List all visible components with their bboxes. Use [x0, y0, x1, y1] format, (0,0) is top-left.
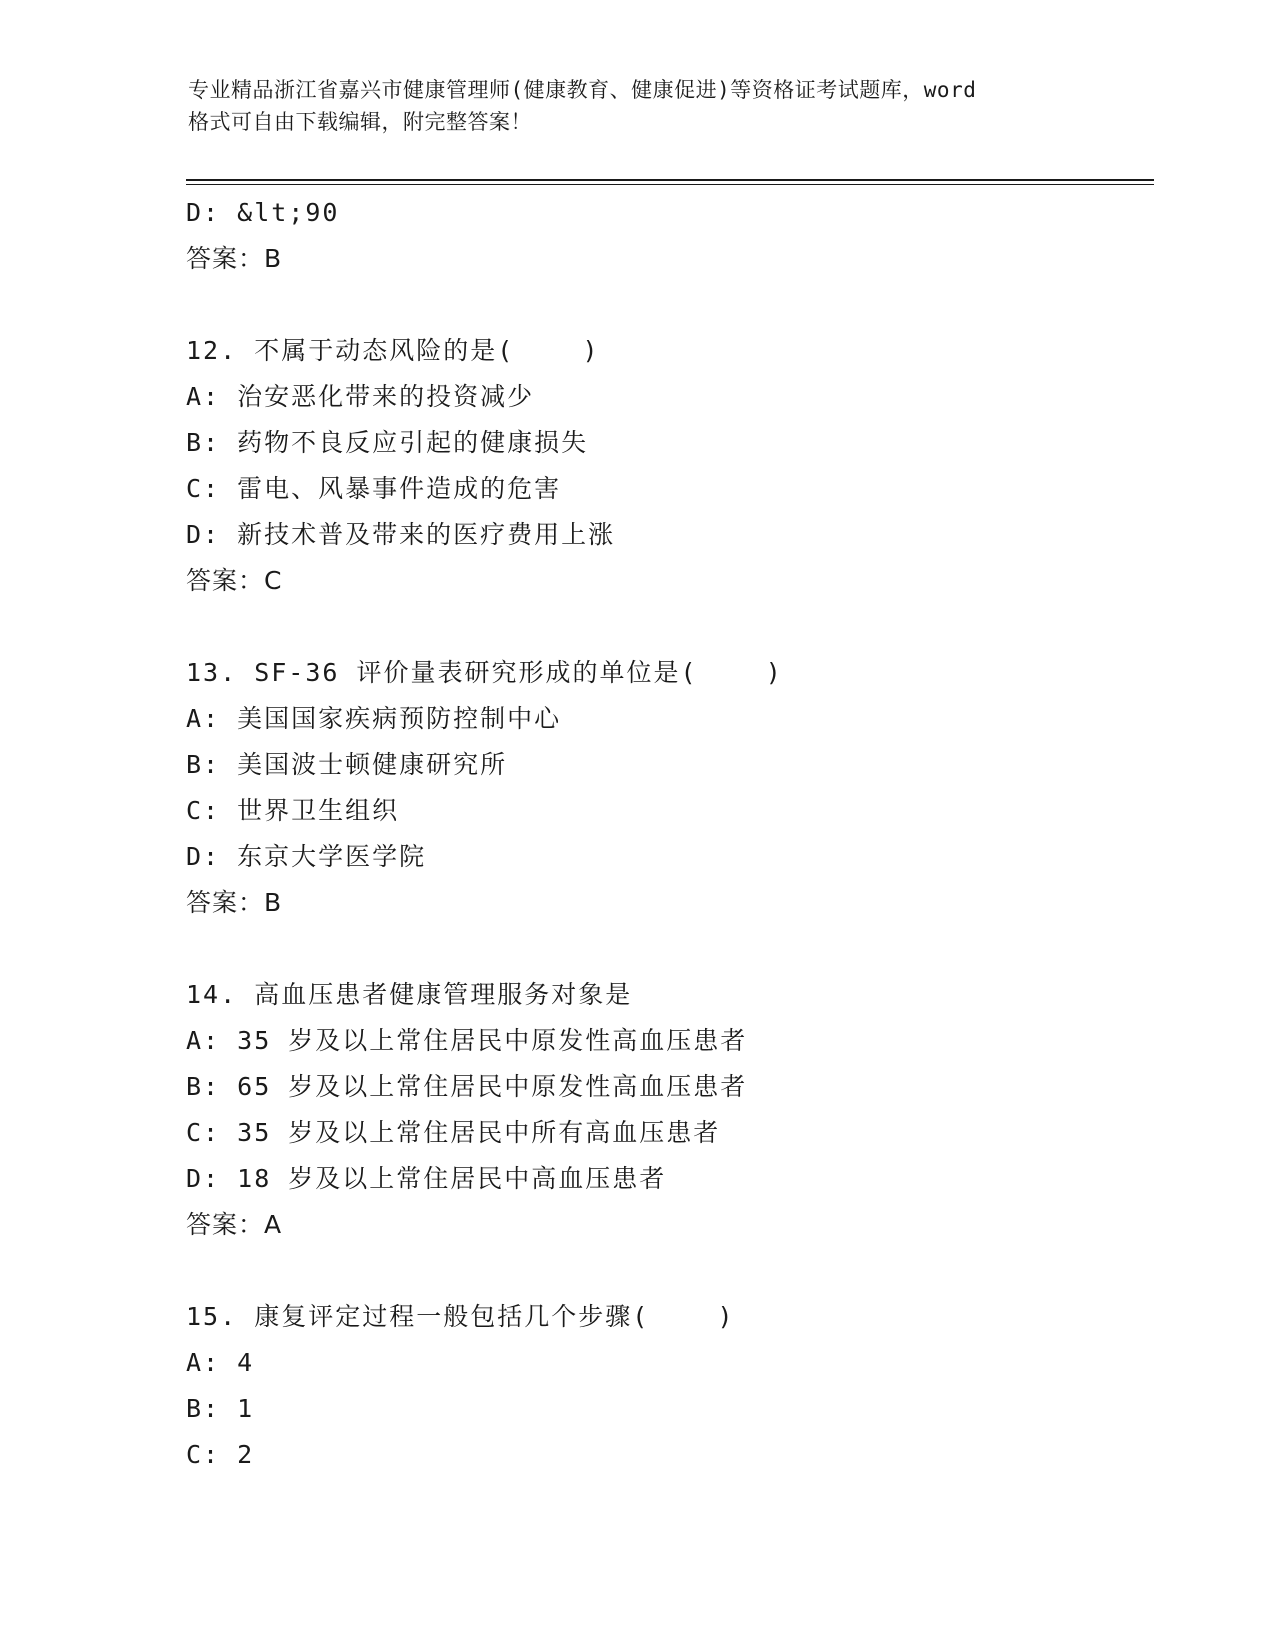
prev-answer: 答案：B [186, 244, 283, 273]
option-c: C: 世界卫生组织 [186, 796, 400, 825]
spacer [186, 926, 1146, 972]
option-c: C: 35 岁及以上常住居民中所有高血压患者 [186, 1118, 721, 1147]
question-list [186, 190, 1146, 1478]
answer: 答案：C [186, 566, 283, 595]
question-13 [186, 650, 1146, 926]
spacer [186, 282, 1146, 328]
header-line-1: 专业精品浙江省嘉兴市健康管理师(健康教育、健康促进)等资格证考试题库，word [188, 78, 977, 102]
option-b: B: 65 岁及以上常住居民中原发性高血压患者 [186, 1072, 748, 1101]
question-title: 14. 高血压患者健康管理服务对象是 [186, 980, 633, 1009]
prev-option-d: D: &lt;90 [186, 198, 340, 227]
option-d: D: 新技术普及带来的医疗费用上涨 [186, 520, 616, 549]
option-c: C: 2 [186, 1440, 255, 1469]
option-a: A: 35 岁及以上常住居民中原发性高血压患者 [186, 1026, 748, 1055]
question-15 [186, 1294, 1146, 1478]
option-d: D: 18 岁及以上常住居民中高血压患者 [186, 1164, 667, 1193]
spacer [186, 604, 1146, 650]
option-b: B: 1 [186, 1394, 255, 1423]
option-b: B: 美国波士顿健康研究所 [186, 750, 508, 779]
document-header [188, 74, 1088, 138]
header-line-2: 格式可自由下载编辑，附完整答案！ [188, 110, 532, 134]
option-d: D: 东京大学医学院 [186, 842, 427, 871]
option-a: A: 治安恶化带来的投资减少 [186, 382, 535, 411]
option-c: C: 雷电、风暴事件造成的危害 [186, 474, 562, 503]
option-a: A: 美国国家疾病预防控制中心 [186, 704, 562, 733]
answer: 答案：B [186, 888, 283, 917]
question-title: 12. 不属于动态风险的是( ) [186, 336, 600, 365]
question-12 [186, 328, 1146, 604]
header-divider-thick [186, 179, 1154, 181]
spacer [186, 1248, 1146, 1294]
question-title: 13. SF-36 评价量表研究形成的单位是( ) [186, 658, 783, 687]
answer: 答案：A [186, 1210, 283, 1239]
option-a: A: 4 [186, 1348, 255, 1377]
question-14 [186, 972, 1146, 1248]
question-title: 15. 康复评定过程一般包括几个步骤( ) [186, 1302, 735, 1331]
option-b: B: 药物不良反应引起的健康损失 [186, 428, 589, 457]
header-divider-thin [186, 184, 1154, 185]
